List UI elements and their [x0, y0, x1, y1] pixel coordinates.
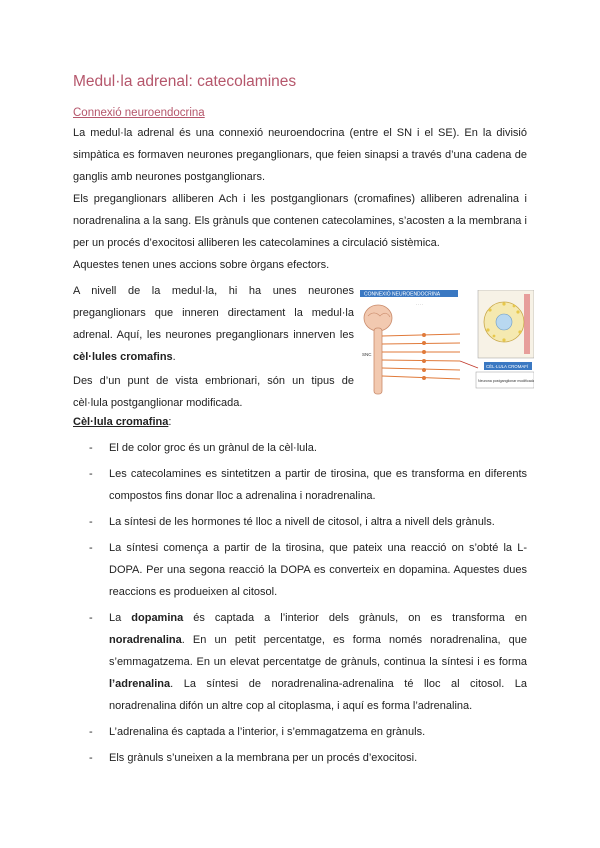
list-item: - Les catecolamines es sintetitzen a partir de tirosina, que es transforma en diferents compostos fins donar lloc a adrenalina i noradrenalina.	[89, 468, 527, 502]
paragraph-3: Aquestes tenen unes accions sobre òrgans efectors.	[73, 259, 330, 271]
ganglia	[422, 333, 426, 380]
list-item: - El de color groc és un grànul de la cèl·lula.	[89, 442, 317, 454]
subsection-heading: Cèl·lula cromafina:	[73, 416, 172, 428]
paragraph-1: La medul·la adrenal és una connexió neuroendocrina (entre el SN i el SE). En la divisió simpàtica es formaven neurones preganglionars, que feien sinapsi a través d’una cadena de ganglis amb neurones postganglionars.	[73, 127, 527, 183]
list-item: - La síntesi comença a partir de la tirosina, que pateix una reacció on s’obté la L-DOPA. Per una segona reacció la DOPA es converteix en dopamina. Aquestes dues reaccions es produeixen al citosol.	[89, 542, 527, 598]
figure-title: CONNEXIÓ NEUROENDOCRINA	[364, 291, 441, 298]
nucleus-icon	[496, 314, 512, 330]
svg-text:· · · ·: · · · ·	[416, 303, 424, 307]
figure-box-label: CÈL·LULA CROMAFÍ	[486, 363, 529, 369]
pointer-arrow	[460, 361, 478, 368]
section-heading: Connexió neuroendocrina	[73, 107, 205, 119]
paragraph-5: Des d’un punt de vista embrionari, són un tipus de cèl·lula postganglionar modificada.	[73, 375, 354, 409]
paragraph-4: A nivell de la medul·la, hi ha unes neurones preganglionars que inneren directament la medul·la adrenal. Aquí, les neurones preganglionars innerven les cèl·lules cromafins.	[73, 285, 354, 363]
neuroendocrine-figure	[360, 290, 534, 398]
figure-caption: Neurona postganglionar modificada	[478, 379, 534, 383]
bullet-list	[73, 437, 527, 773]
brain-icon	[364, 305, 392, 331]
page-title: Medul·la adrenal: catecolamines	[73, 73, 297, 90]
figure-label-snc: SNC	[362, 352, 372, 357]
bold-term-chromaffin-cells: cèl·lules cromafins	[73, 351, 173, 363]
list-item: - Els grànuls s’uneixen a la membrana per un procés d’exocitosi.	[89, 752, 418, 764]
list-item: - La dopamina és captada a l’interior dels grànuls, on es transforma en noradrenalina. En un petit percentatge, es forma només noradrenalina, que s’emmagatzema. En un elevat percentatge de grànuls, continua la síntesi i es forma l’adrenalina. La síntesi de noradrenalina-adrenalina té lloc al citosol. La noradrenalina difón un altre cop al citoplasma, i aquí es forma l’adrenalina.	[89, 612, 527, 712]
paragraph-2: Els preganglionars alliberen Ach i les postganglionars (cromafines) alliberen adrenalina i noradrenalina a la sang. Els grànuls que contenen catecolamines, s’acosten a la membrana i per un procés d’exocitosi alliberen les catecolamines a circulació sistèmica.	[73, 193, 527, 249]
list-item: - La síntesi de les hormones té lloc a nivell de citosol, i altra a nivell dels grànuls.	[89, 516, 495, 528]
blood-vessel-icon	[524, 294, 530, 354]
list-item: - L’adrenalina és captada a l’interior, i s’emmagatzema en grànuls.	[89, 726, 426, 738]
nerve-fibers	[382, 334, 460, 379]
spinal-cord-icon	[374, 328, 382, 394]
